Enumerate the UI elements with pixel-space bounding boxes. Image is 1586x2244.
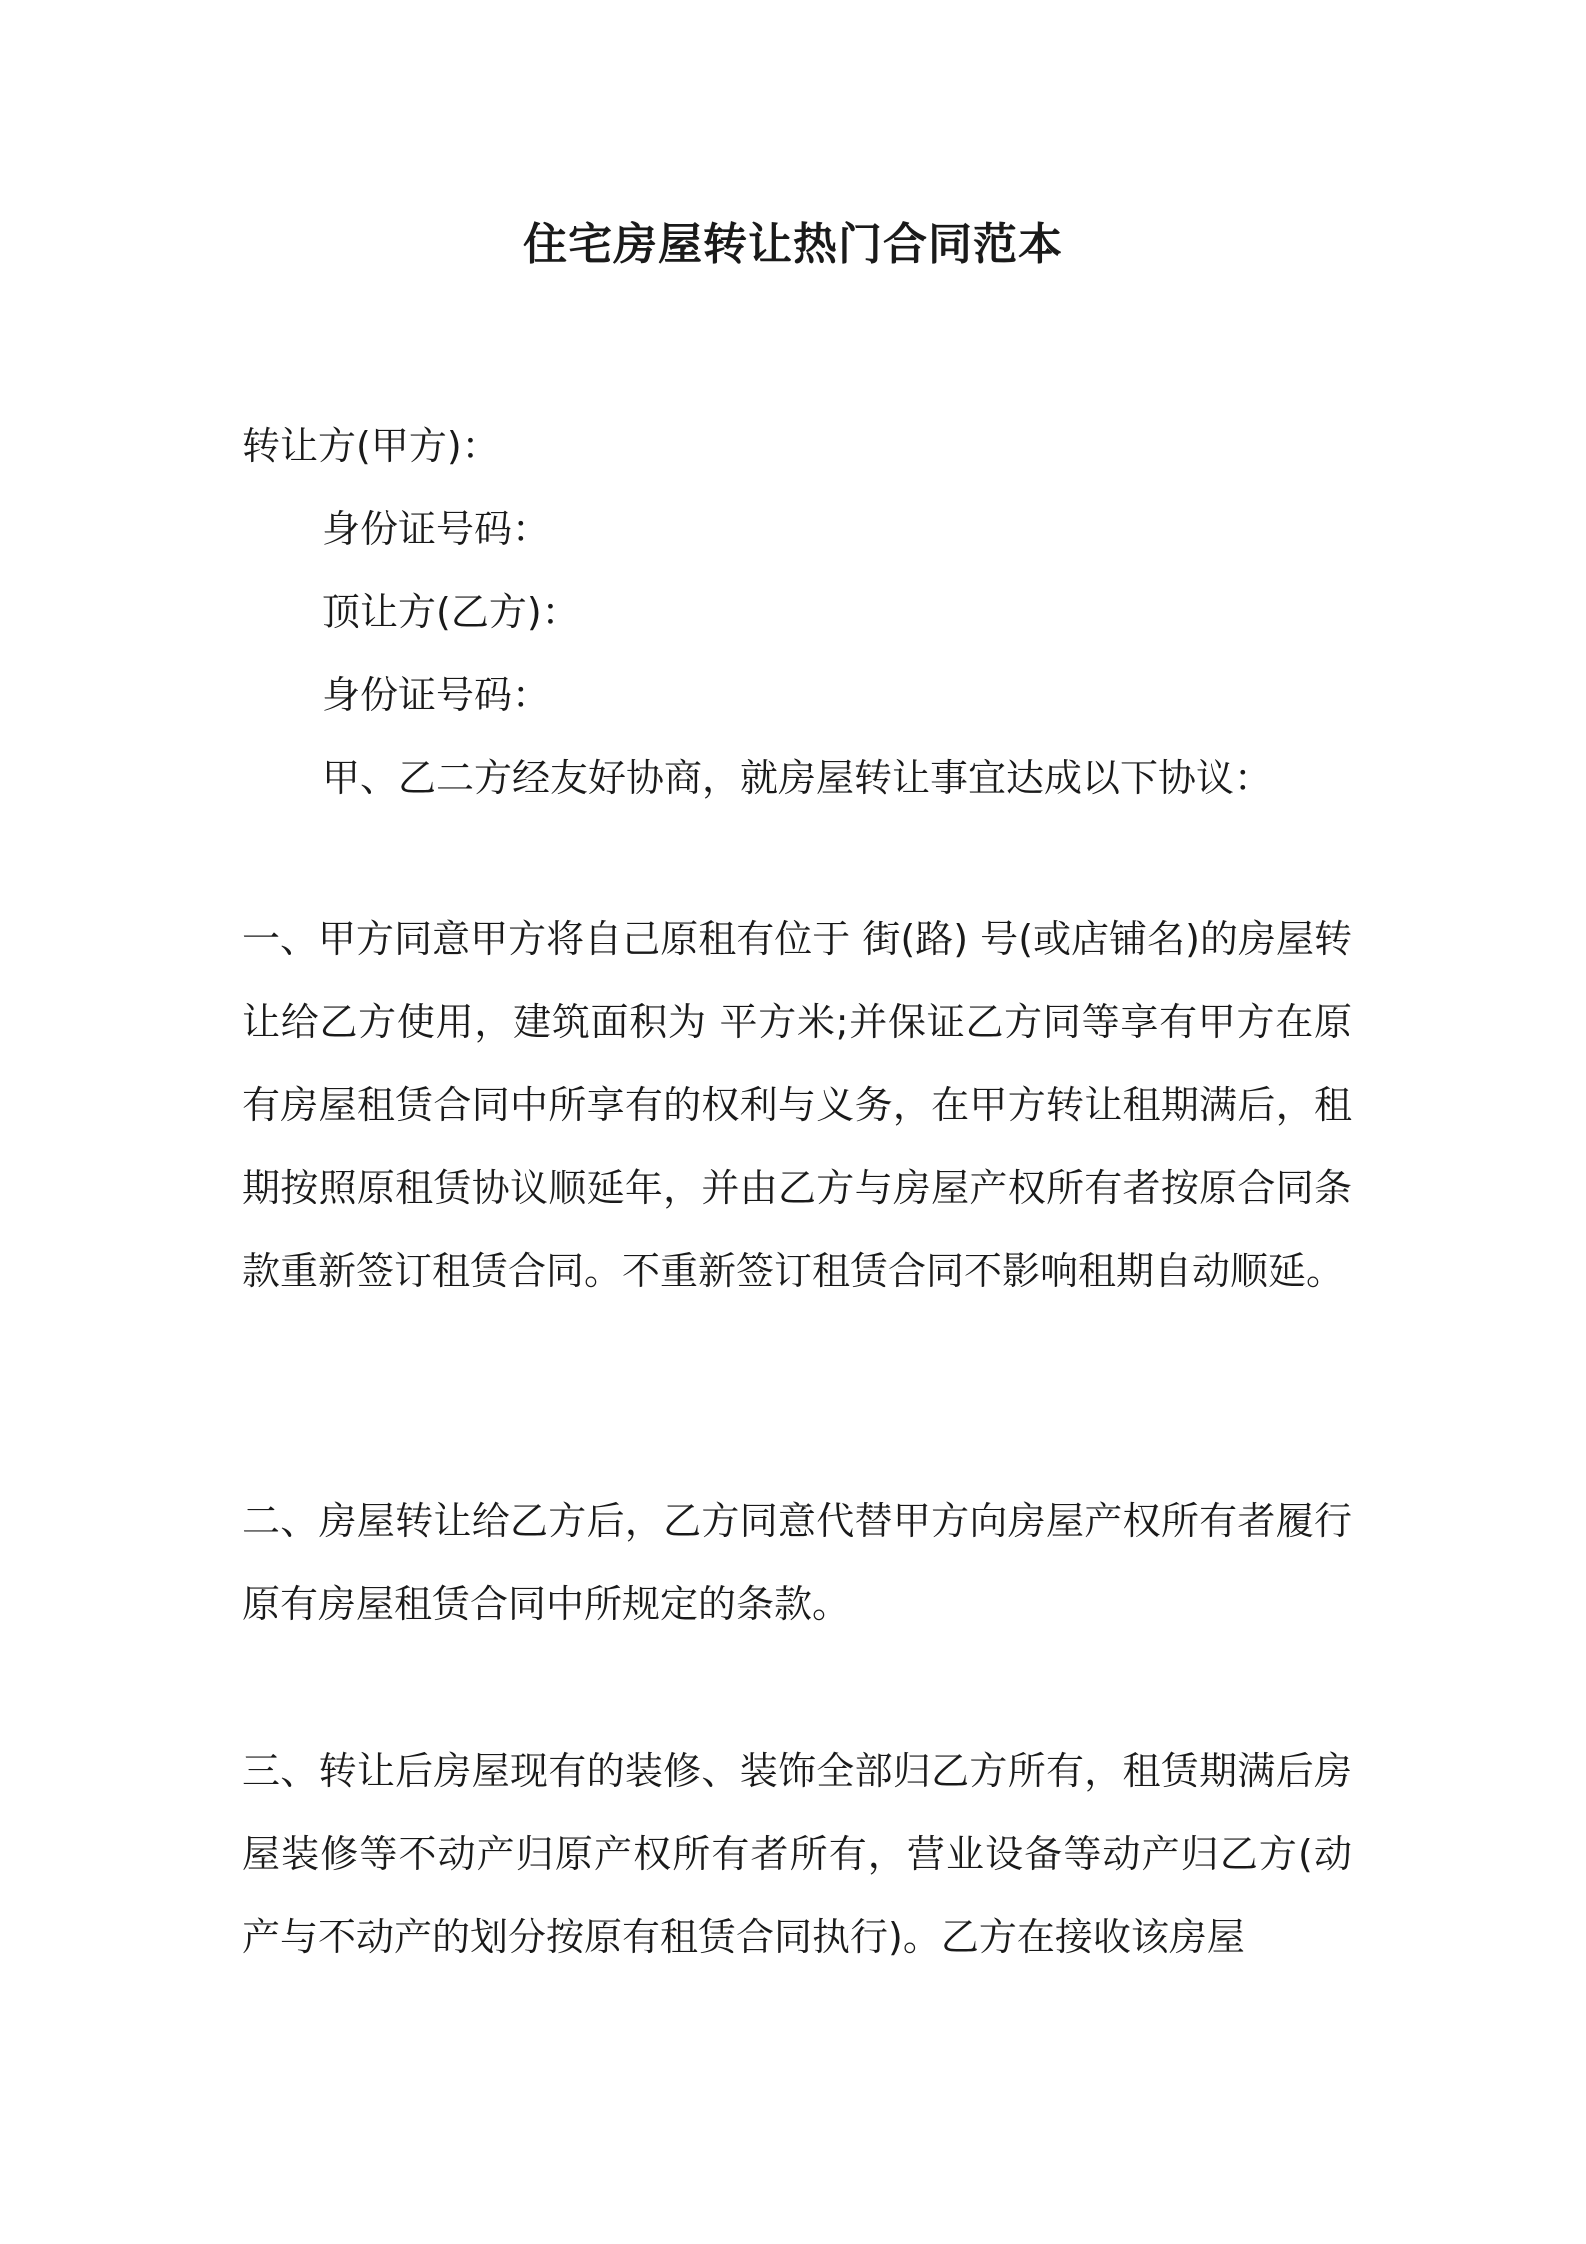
transferee-id-line: 身份证号码： xyxy=(322,673,551,717)
preamble-line: 甲、乙二方经友好协商，就房屋转让事宜达成以下协议： xyxy=(322,756,1273,800)
clause-1: 一、甲方同意甲方将自己原租有位于 街(路) 号(或店铺名)的房屋转让给乙方使用，建筑面积为 平方米;并保证乙方同等享有甲方在原有房屋租赁合同中所享有的权利与义务，在甲方转让租期满后，租期按照原租赁协议顺延年，并由乙方与房屋产权所有者按原合同条款重新签订租赁合同。不重新签订租赁合同不影响租期自动顺延。 xyxy=(242,917,1352,1293)
clause-2: 二、房屋转让给乙方后，乙方同意代替甲方向房屋产权所有者履行原有房屋租赁合同中所规定的条款。 xyxy=(242,1499,1352,1626)
page-title: 住宅房屋转让热门合同范本 xyxy=(523,219,1063,270)
transferor-line: 转让方(甲方)： xyxy=(242,424,500,468)
clause-3: 三、转让后房屋现有的装修、装饰全部归乙方所有，租赁期满后房屋装修等不动产归原产权所有者所有，营业设备等动产归乙方(动产与不动产的划分按原有租赁合同执行)。乙方在接收该房屋 xyxy=(242,1749,1352,1959)
parties-section xyxy=(242,405,1352,820)
transferor-id-line: 身份证号码： xyxy=(322,507,551,551)
transferee-line: 顶让方(乙方)： xyxy=(322,590,580,634)
